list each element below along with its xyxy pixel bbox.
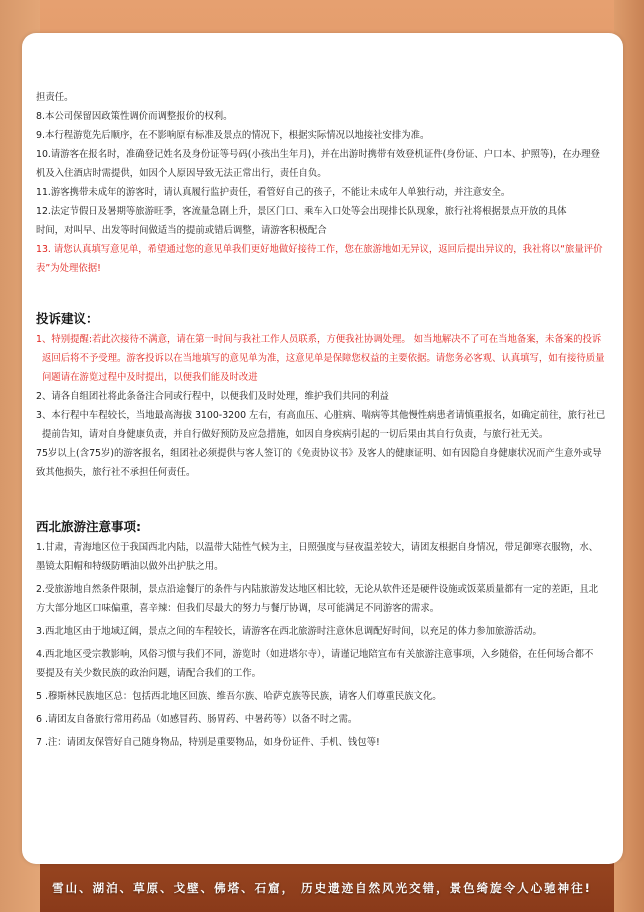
complaint-item-3d: 致其他损失，旅行社不承担任何责任。 [36,467,196,478]
northwest-item-2b: 方大部分地区口味偏重，喜辛辣：但我们尽最大的努力与餐厅协调，尽可能满足不同游客的需求。 [36,603,440,614]
northwest-item-4a: 4.西北地区受宗教影响，风俗习惯与我们不同，游览时（如进塔尔寺），请谨记地陪宣布有关旅游注意事项，入乡随俗，在任何场合都不 [36,649,594,660]
terms-item-12a: 12.法定节假日及暑期等旅游旺季，客流量急剧上升，景区门口、乘车入口处等会出现排长队现象，旅行社将根据景点开放的具体 [36,206,567,217]
northwest-item-2a: 2.受旅游地自然条件限制，景点沿途餐厅的条件与内陆旅游发达地区相比较，无论从软件还是硬件设施或饭菜质量都有一定的差距，且北 [36,584,599,595]
northwest-heading: 西北旅游注意事项: [36,519,141,534]
complaint-item-1b: 返回后将不予受理。游客投诉以在当地填写的意见单为准，这意见单是保障您权益的主要依据。请您务必客观、认真填写，如有接待质量 [42,353,605,364]
northwest-item-4b: 要提及有关少数民族的政治问题，请配合我们的工作。 [36,668,262,679]
complaint-item-3a: 3、本行程中车程较长，当地最高海拔 3100-3200 左右，有高血压、心脏病、喘病等其他慢性病患者请慎重报名，如确定前往，旅行社已 [36,410,606,421]
northwest-item-1a: 1.甘肃，青海地区位于我国西北内陆，以温带大陆性气候为主，日照强度与昼夜温差较大，请团友根据自身情况，带足御寒衣服物，水、 [36,542,599,553]
northwest-item-6: 6 .请团友自备旅行常用药品（如感冒药、肠胃药、中暑药等）以备不时之需。 [36,714,358,725]
complaint-item-2: 2、请各自组团社将此条备注合同或行程中，以便我们及时处理，维护我们共同的利益 [36,391,389,402]
terms-section [36,88,630,278]
complaint-item-1a: 1、特别提醒:若此次接待不满意，请在第一时间与我社工作人员联系，方便我社协调处理。 如当地解决不了可在当地备案，未备案的投诉 [36,334,602,345]
northwest-item-1b: 墨镜太阳帽和特级防晒油以做外出护肤之用。 [36,561,224,572]
terms-item-12b: 时间，对叫早、出发等时间做适当的提前或错后调整，请游客积极配合 [36,225,327,236]
northwest-item-7: 7 .注：请团友保管好自己随身物品，特别是重要物品，如身份证件、手机、钱包等! [36,737,380,748]
complaint-section [36,310,630,482]
terms-item-10a: 10.请游客在报名时，准确登记姓名及身份证等号码(小孩出生年月)，并在出游时携带有效登机证件(身份证、户口本、护照等)，在办理登 [36,149,600,160]
terms-line-responsibility: 担责任。 [36,92,74,103]
terms-item-13a: 13. 请您认真填写意见单，希望通过您的意见单我们更好地做好接待工作，您在旅游地如无异议，返回后提出异议的，我社将以“旅量评价 [36,244,603,255]
terms-item-11: 11.游客携带未成年的游客时，请认真履行监护责任，看管好自己的孩子，不能让未成年人单独行动，并注意安全。 [36,187,511,198]
terms-item-13b: 表”为处理依据! [36,263,101,274]
terms-item-8: 8.本公司保留因政策性调价而调整报价的权利。 [36,111,233,122]
terms-item-9: 9.本行程游览先后顺序，在不影响原有标准及景点的情况下，根据实际情况以地接社安排为准。 [36,130,430,141]
terms-item-10b: 机及入住酒店时需提供，如因个人原因导致无法正常出行，责任自负。 [36,168,327,179]
document-content [36,88,630,756]
complaint-heading: 投诉建议： [36,311,99,326]
northwest-item-3: 3.西北地区由于地域辽阔，景点之间的车程较长，请游客在西北旅游时注意休息调配好时间，以充足的体力参加旅游活动。 [36,626,542,637]
northwest-item-5: 5 .穆斯林民族地区总：包括西北地区回族、维吾尔族、哈萨克族等民族，请客人们尊重民族文化。 [36,691,442,702]
complaint-item-3b: 提前告知，请对自身健康负责，并自行做好预防及应急措施，如因自身疾病引起的一切后果由其自行负责，与旅行社无关。 [42,429,549,440]
complaint-item-1c: 问题请在游览过程中及时提出，以便我们能及时改进 [42,372,258,383]
footer-slogan: 雪山、湖泊、草原、戈壁、佛塔、石窟， 历史遗迹自然风光交错，景色绮旋令人心驰神往! [52,881,592,895]
northwest-section [36,518,630,752]
complaint-item-3c: 75岁以上(含75岁)的游客报名，组团社必须提供与客人签订的《免责协议书》及客人的健康证明、如有因隐自身健康状况而产生意外或导 [36,448,602,459]
